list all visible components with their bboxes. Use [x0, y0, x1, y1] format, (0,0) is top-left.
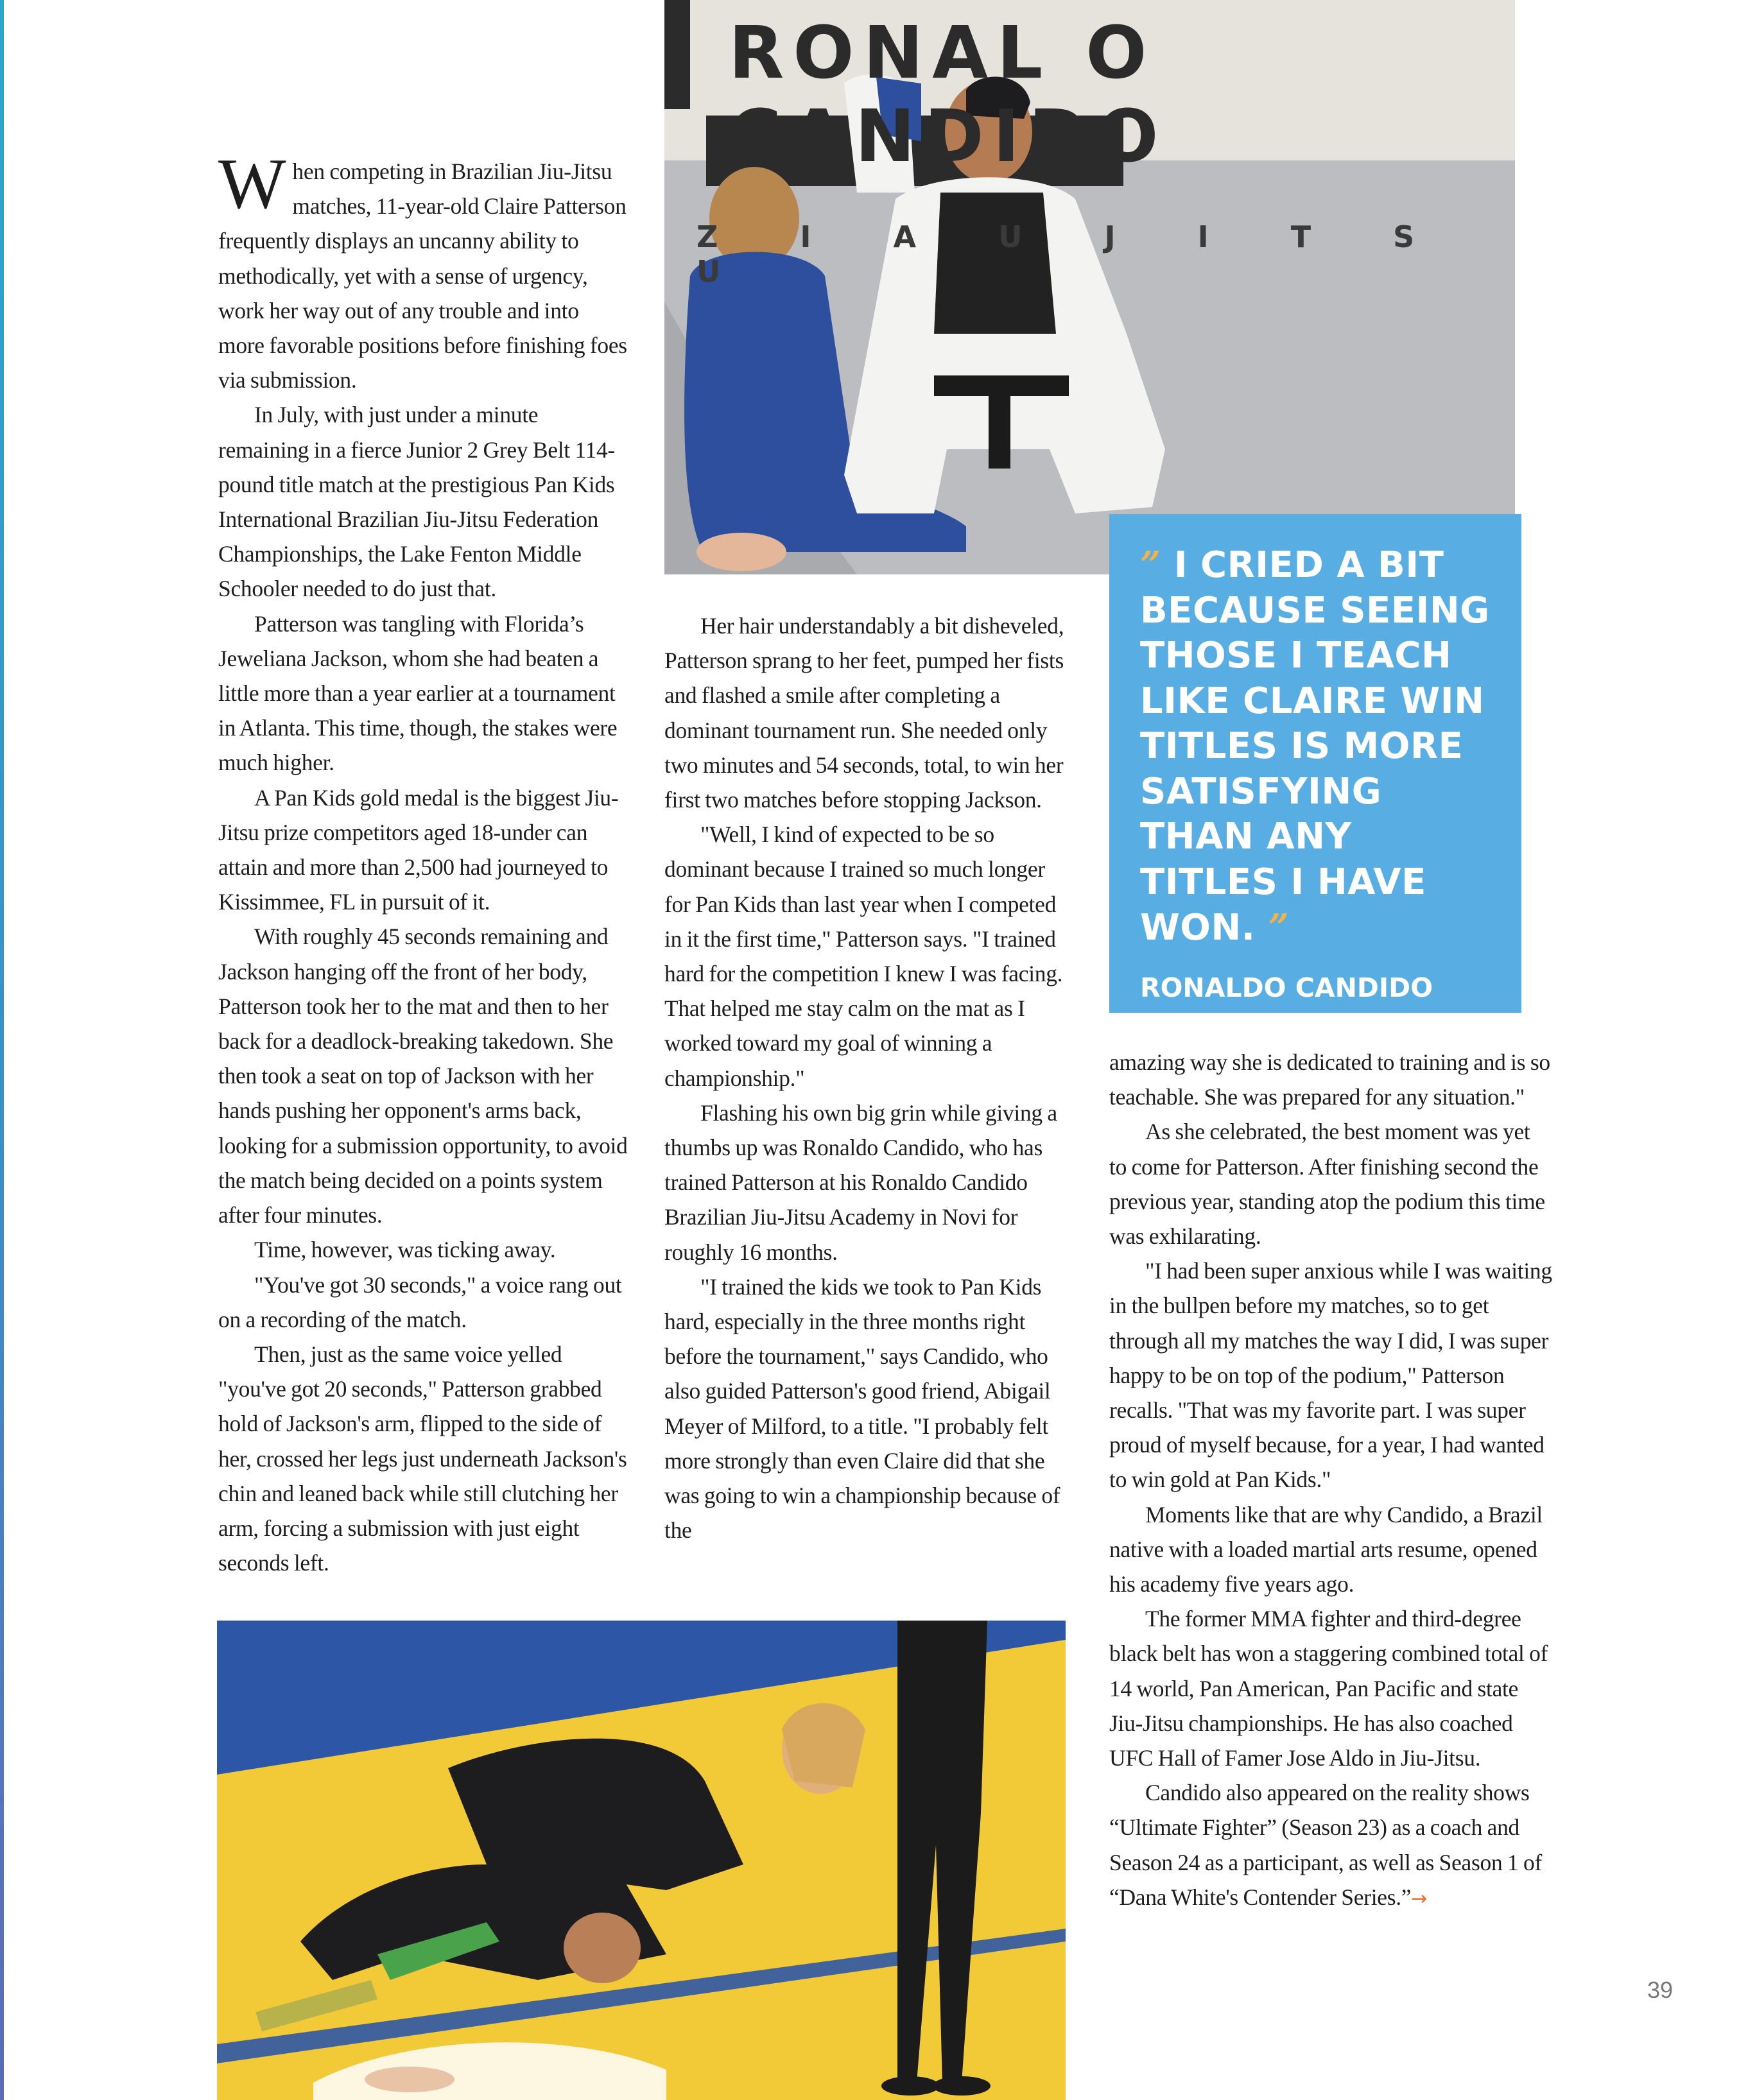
- article-column-1: [218, 144, 629, 1580]
- article-paragraph: Her hair understandably a bit disheveled, Patterson sprang to her feet, pumped her fists and flashed a smile after completing a dominant tournament run. She needed only two minutes and 54 seconds, total, to win her first two matches before stopping Jackson.: [664, 613, 1064, 813]
- article-paragraph: "Well, I kind of expected to be so dominant because I trained so much longer for Pan Kids than last year when I competed in it the first time," Patterson says. "I trained hard for the competition I knew I was facing. That helped me stay calm on the mat as I worked toward my goal of winning a championship.": [664, 822, 1063, 1091]
- page-number: 39: [1647, 1977, 1674, 2003]
- paragraph-text: hen competing in Brazilian Jiu-Jitsu matches, 11-year-old Claire Patterson frequently displays an uncanny ability to methodically, yet with a sense of urgency, work her way out of any trouble and into more favorable positions before finishing foes via submission.: [218, 159, 627, 393]
- pull-quote-text: I CRIED A BIT BECAUSE SEEING THOSE I TEACH LIKE CLAIRE WIN TITLES IS MORE SATISFYING THAN ANY TITLES I HAVE WON.: [1140, 544, 1490, 949]
- article-paragraph: "I had been super anxious while I was waiting in the bullpen before my matches, so to get through all my matches the way I did, I was super happy to be on top of the podium," Patterson recalls. "That was my favorite part. I was super proud of myself because, for a year, I had wanted to win gold at Pan Kids.": [1109, 1258, 1552, 1493]
- article-paragraph: A Pan Kids gold medal is the biggest Jiu-Jitsu prize competitors aged 18-under can attain and more than 2,500 had journeyed to Kissimmee, FL in pursuit of it.: [218, 784, 619, 915]
- drop-cap: W: [218, 144, 286, 224]
- pull-quote-attribution: [1140, 969, 1502, 1045]
- article-final-paragraph: [1109, 1775, 1552, 1916]
- paragraph-text: Candido also appeared on the reality shows “Ultimate Fighter” (Season 23) as a coach and Season 24 as a participant, as well as Season 1 of “Dana White's Contender Series.”: [1109, 1780, 1542, 1910]
- article-paragraph: amazing way she is dedicated to training and is so teachable. She was prepared for any situation.": [1109, 1049, 1550, 1110]
- pull-quote-text-block: [1140, 542, 1502, 951]
- article-paragraph: "You've got 30 seconds," a voice rang out on a recording of the match.: [218, 1271, 622, 1332]
- open-quote-mark: ”: [1140, 544, 1161, 586]
- pull-quote: [1109, 514, 1521, 1041]
- gym-sign-text: RONAL O CANDIDO: [729, 12, 1168, 178]
- article-paragraph: "I trained the kids we took to Pan Kids hard, especially in the three months right before the tournament," says Candido, who also guided Patterson's good friend, Abigail Meyer of Milford, to a title. "I probably felt more strongly than even Claire did that she was going to win a championship because of the: [664, 1273, 1060, 1544]
- article-paragraph: Patterson was tangling with Florida’s Jeweliana Jackson, whom she had beaten a little more than a year earlier at a tournament in Atlanta. This time, though, the stakes were much higher.: [218, 610, 618, 776]
- article-paragraph: Time, however, was ticking away.: [254, 1237, 556, 1263]
- article-paragraph: Then, just as the same voice yelled "you've got 20 seconds," Patterson grabbed hold of Jackson's arm, flipped to the side of her, crossed her legs just underneath Jackson's chin and leaned back while still clutching her arm, forcing a submission with just eight seconds left.: [218, 1341, 627, 1576]
- pull-quote-name: RONALDO CANDIDO: [1140, 972, 1433, 1003]
- article-lede: [218, 144, 629, 397]
- article-paragraph: In July, with just under a minute remaining in a fierce Junior 2 Grey Belt 114-pound title match at the prestigious Pan Kids International Brazilian Jiu-Jitsu Federation Championships, the Lake Fenton Middle Schooler needed to do just that.: [218, 402, 615, 602]
- article-column-3: [1109, 1045, 1552, 1916]
- article-paragraph: With roughly 45 seconds remaining and Jackson hanging off the front of her body, Patterson took her to the mat and then to her back for a deadlock-breaking takedown. She then took a seat on top of Jackson with her hands pushing her opponent's arms back, looking for a submission opportunity, to avoid the match being decided on a points system after four minutes.: [218, 924, 628, 1228]
- article-paragraph: Moments like that are why Candido, a Brazil native with a loaded martial arts resume, opened his academy five years ago.: [1109, 1501, 1543, 1597]
- close-quote-mark: ”: [1268, 906, 1290, 949]
- photo-match-submission: [217, 1621, 1066, 2100]
- photo-coach-and-student: [664, 0, 1515, 574]
- pull-quote-role: COACH: [1140, 1010, 1243, 1041]
- continue-arrow-icon: →: [1411, 1887, 1428, 1910]
- article-paragraph: The former MMA fighter and third-degree black belt has won a staggering combined total of 14 world, Pan American, Pan Pacific and state Jiu-Jitsu championships. He has also coached UFC Hall of Famer Jose Aldo in Jiu-Jitsu.: [1109, 1606, 1548, 1771]
- gym-wall-text: Z I A U J I T S U: [696, 219, 1451, 289]
- page-edge-bar: [0, 0, 4, 2100]
- article-paragraph: As she celebrated, the best moment was yet to come for Patterson. After finishing second the previous year, standing atop the podium this time was exhilarating.: [1109, 1119, 1545, 1250]
- photo-match-illustration: [217, 1621, 1066, 2100]
- article-column-2: [664, 608, 1075, 1547]
- article-paragraph: Flashing his own big grin while giving a thumbs up was Ronaldo Candido, who has trained Patterson at his Ronaldo Candido Brazilian Jiu-Jitsu Academy in Novi for roughly 16 months.: [664, 1099, 1057, 1265]
